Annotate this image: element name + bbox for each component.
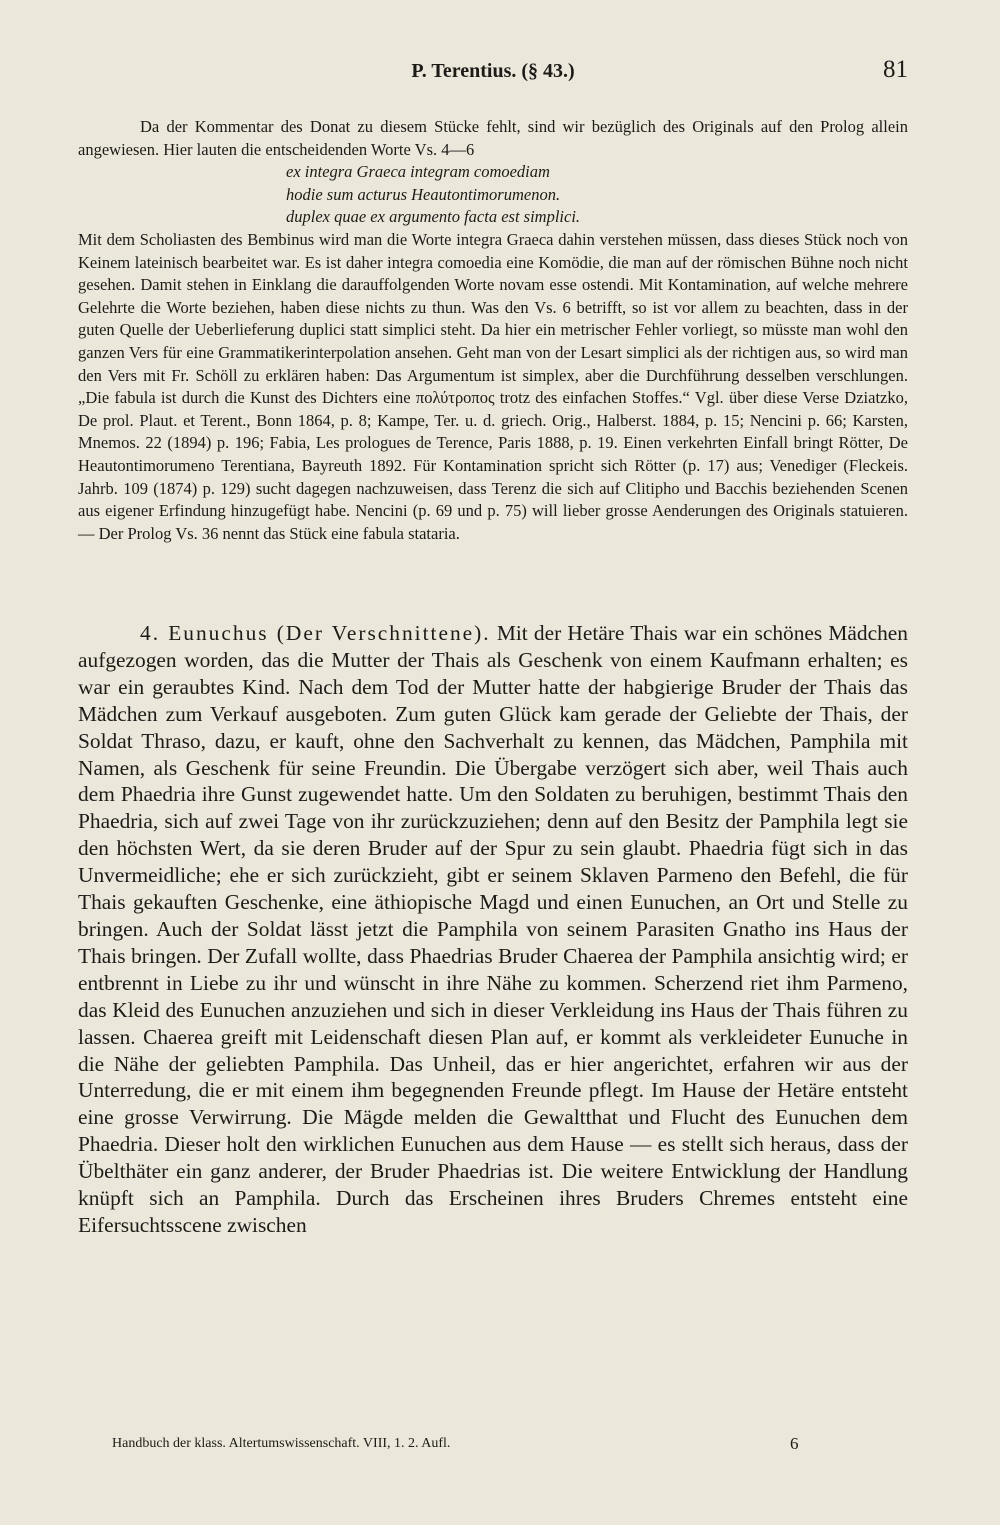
section-heading: 4. Eunuchus (Der Verschnittene). bbox=[140, 621, 491, 645]
prolog-verses bbox=[78, 161, 908, 229]
section-eunuchus bbox=[78, 620, 908, 1239]
running-header bbox=[78, 56, 908, 92]
commentary-block bbox=[78, 116, 908, 545]
verse-line: hodie sum acturus Heautontimorumenon. bbox=[286, 184, 561, 204]
signature-mark: 6 bbox=[790, 1434, 799, 1453]
intro-paragraph: Da der Kommentar des Donat zu diesem Stücke fehlt, sind wir bezüglich des Originals auf den Prolog allein angewiesen. Hier lauten die entscheidenden Worte Vs. 4—6 bbox=[78, 117, 908, 159]
page-footer bbox=[112, 1436, 812, 1452]
running-title: P. Terentius. (§ 43.) bbox=[411, 60, 575, 82]
commentary-paragraph: Mit dem Scholiasten des Bembinus wird man die Worte integra Graeca dahin verstehen müssen, dass dieses Stück noch von Keinem lateinisch bearbeitet war. Es ist daher integra comoedia eine Komödie, die man auf der römischen Bühne noch nicht gesehen. Damit stehen in Einklang die darauffolgenden Worte novam esse ostendi. Mit Kontamination, auf welche mehrere Gelehrte die Worte beziehen, haben diese nichts zu thun. Was den Vs. 6 betrifft, so ist vor allem zu beachten, dass in der guten Quelle der Ueberlieferung duplici statt simplici steht. Da hier ein metrischer Fehler vorliegt, so müsste man wohl den ganzen Vers für eine Grammatikerinterpolation ansehen. Geht man von der Lesart simplici als der richtigen aus, so wird man den Vers mit Fr. Schöll zu erklären haben: Das Argumentum ist simplex, aber die Durchführung desselben verschlungen. „Die fabula ist durch die Kunst des Dichters eine πολύτροπος trotz des einfachen Stoffes.“ Vgl. über diese Verse Dziatzko, De prol. Plaut. et Terent., Bonn 1864, p. 8; Kampe, Ter. u. d. griech. Orig., Halberst. 1884, p. 15; Nencini p. 66; Karsten, Mnemos. 22 (1894) p. 196; Fabia, Les prologues de Terence, Paris 1888, p. 19. Einen verkehrten Einfall bringt Rötter, De Heautontimorumeno Terentiana, Bayreuth 1892. Für Kontamination spricht sich Rötter (p. 17) aus; Venediger (Fleckeis. Jahrb. 109 (1874) p. 129) sucht dagegen nachzuweisen, dass Terenz die sich auf Clitipho und Bacchis beziehenden Scenen aus eigener Erfindung hinzugefügt habe. Nencini (p. 69 und p. 75) will lieber grosse Aenderungen des Originals statuieren. — Der Prolog Vs. 36 nennt das Stück eine fabula stataria. bbox=[78, 229, 908, 543]
section-paragraph bbox=[78, 620, 908, 1239]
verse-line: duplex quae ex argumento facta est simplici. bbox=[286, 207, 581, 227]
section-text: Mit der Hetäre Thais war ein schönes Mädchen aufgezogen worden, das die Mutter der Thais als Geschenk von einem Kaufmann erhalten; es war ein geraubtes Kind. Nach dem Tod der Mutter hatte der habgierige Bruder der Thais das Mädchen zum Verkauf ausgeboten. Zum guten Glück kam gerade der Geliebte der Thais, der Soldat Thraso, dazu, er kauft, ohne den Sachverhalt zu kennen, das Mädchen, Pamphila mit Namen, als Geschenk für seine Freundin. Die Übergabe verzögert sich aber, weil Thais auch dem Phaedria ihre Gunst zugewendet hatte. Um den Soldaten zu beruhigen, bestimmt Thais den Phaedria, sich auf zwei Tage von ihr zurückzuziehen; denn auf den Besitz der Pamphila legt sie den höchsten Wert, da sie deren Bruder auf der Spur zu sein glaubt. Phaedria fügt sich in das Unvermeidliche; ehe er sich zurückzieht, gibt er seinem Sklaven Parmeno den Befehl, die für Thais gekauften Geschenke, eine äthiopische Magd und einen Eunuchen, an Ort und Stelle zu bringen. Auch der Soldat lässt jetzt die Pamphila von seinem Parasiten Gnatho ins Haus der Thais bringen. Der Zufall wollte, dass Phaedrias Bruder Chaerea der Pamphila ansichtig wird; er entbrennt in Liebe zu ihr und wünscht in ihre Nähe zu kommen. Scherzend riet ihm Parmeno, das Kleid des Eunuchen anzuziehen und sich in dieser Verkleidung ins Haus der Thais führen zu lassen. Chaerea greift mit Leidenschaft diesen Plan auf, er kommt als verkleideter Eunuche in die Nähe der geliebten Pamphila. Das Unheil, das er hier angerichtet, erfahren wir aus der Unterredung, die er mit einem ihm begegnenden Freunde pflegt. Im Hause der Hetäre entsteht eine grosse Verwirrung. Die Mägde melden die Gewaltthat und Flucht des Eunuchen dem Phaedria. Dieser holt den wirklichen Eunuchen aus dem Hause — es stellt sich heraus, dass der Übelthäter ein ganz anderer, der Bruder Phaedrias ist. Die weitere Entwicklung der Handlung knüpft sich an Pamphila. Durch das Erscheinen ihres Bruders Chremes entsteht eine Eifersuchtsscene zwischen bbox=[78, 621, 908, 1237]
verse-line: ex integra Graeca integram comoediam bbox=[286, 162, 550, 182]
page-number: 81 bbox=[883, 56, 908, 83]
footer-text: Handbuch der klass. Altertumswissenschaft. VIII, 1. 2. Aufl. bbox=[112, 1436, 451, 1451]
